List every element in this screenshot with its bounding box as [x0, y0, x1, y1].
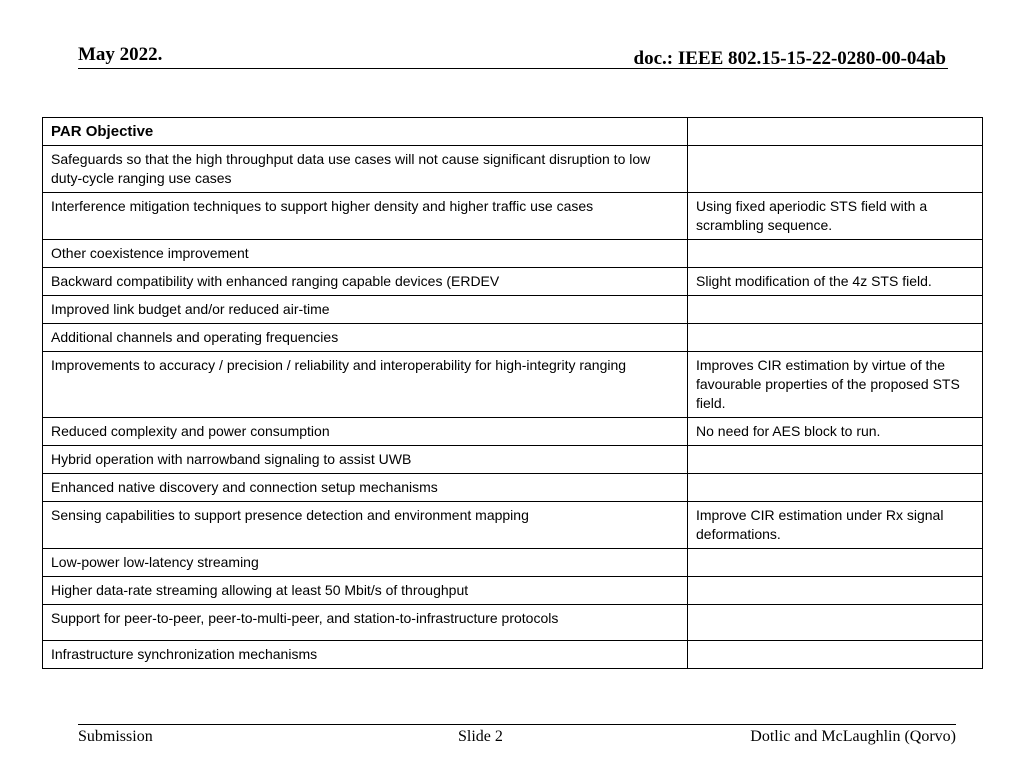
table-row [43, 193, 983, 240]
response-cell: Using fixed aperiodic STS field with a scrambling sequence. [688, 193, 983, 240]
response-cell [688, 474, 983, 502]
response-cell: No need for AES block to run. [688, 418, 983, 446]
response-cell: Improves CIR estimation by virtue of the favourable properties of the proposed STS field. [688, 352, 983, 418]
table-row [43, 324, 983, 352]
response-cell [688, 641, 983, 669]
objective-cell: Reduced complexity and power consumption [43, 418, 688, 446]
objective-cell: Enhanced native discovery and connection setup mechanisms [43, 474, 688, 502]
par-objective-table [42, 117, 983, 669]
table-header-row [43, 118, 983, 146]
table-row [43, 446, 983, 474]
response-cell: Improve CIR estimation under Rx signal deformations. [688, 502, 983, 549]
objective-cell: Improvements to accuracy / precision / reliability and interoperability for high-integrity ranging [43, 352, 688, 418]
footer-authors: Dotlic and McLaughlin (Qorvo) [750, 728, 956, 745]
table-header-objective: PAR Objective [43, 118, 688, 146]
objective-cell: Interference mitigation techniques to support higher density and higher traffic use cases [43, 193, 688, 240]
response-cell [688, 146, 983, 193]
response-cell [688, 324, 983, 352]
response-cell: Slight modification of the 4z STS field. [688, 268, 983, 296]
table-row [43, 296, 983, 324]
response-cell [688, 577, 983, 605]
objective-cell: Infrastructure synchronization mechanisms [43, 641, 688, 669]
table-row [43, 641, 983, 669]
header-doc-id: doc.: IEEE 802.15-15-22-0280-00-04ab [633, 48, 946, 69]
objective-cell: Additional channels and operating frequencies [43, 324, 688, 352]
table-row [43, 502, 983, 549]
footer-submission: Submission [78, 728, 153, 745]
response-cell [688, 240, 983, 268]
objective-cell: Backward compatibility with enhanced ranging capable devices (ERDEV [43, 268, 688, 296]
table-row [43, 146, 983, 193]
objective-cell: Support for peer-to-peer, peer-to-multi-peer, and station-to-infrastructure protocols [43, 605, 688, 641]
footer-divider [78, 724, 956, 725]
objective-cell: Other coexistence improvement [43, 240, 688, 268]
objective-cell: Sensing capabilities to support presence detection and environment mapping [43, 502, 688, 549]
objective-cell: Hybrid operation with narrowband signaling to assist UWB [43, 446, 688, 474]
response-cell [688, 296, 983, 324]
objective-cell: Higher data-rate streaming allowing at least 50 Mbit/s of throughput [43, 577, 688, 605]
table-row [43, 240, 983, 268]
table-row [43, 474, 983, 502]
table-row [43, 605, 983, 641]
header-divider [78, 68, 948, 69]
table-row [43, 577, 983, 605]
table-row [43, 352, 983, 418]
objective-cell: Improved link budget and/or reduced air-time [43, 296, 688, 324]
response-cell [688, 446, 983, 474]
table-row [43, 268, 983, 296]
response-cell [688, 549, 983, 577]
table-header-response [688, 118, 983, 146]
objective-cell: Low-power low-latency streaming [43, 549, 688, 577]
response-cell [688, 605, 983, 641]
footer-slide-number: Slide 2 [458, 728, 503, 745]
header-date: May 2022. [78, 44, 163, 65]
table-row [43, 549, 983, 577]
objective-cell: Safeguards so that the high throughput data use cases will not cause significant disruption to low duty-cycle ranging use cases [43, 146, 688, 193]
table-row [43, 418, 983, 446]
